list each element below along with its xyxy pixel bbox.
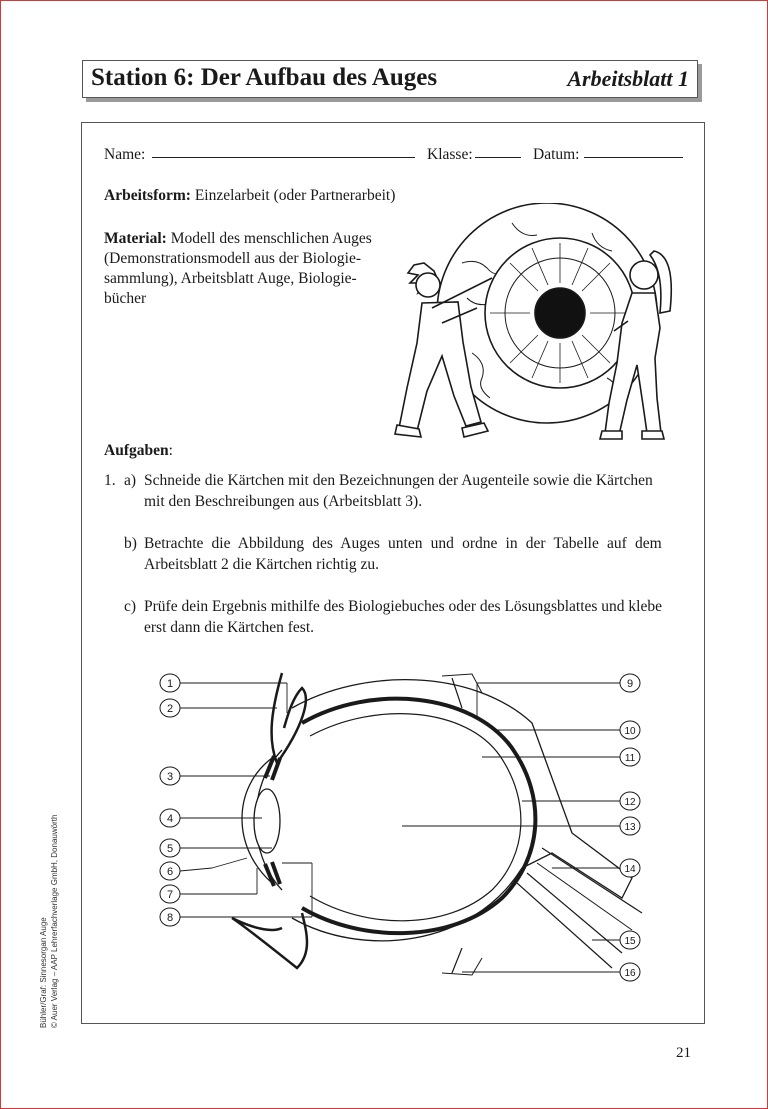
task-a-line-2: mit den Beschreibungen aus (Arbeitsblatt 3). bbox=[144, 493, 423, 510]
svg-text:7: 7 bbox=[166, 889, 174, 901]
task-a-letter: a) bbox=[124, 472, 137, 489]
task-b-letter: b) bbox=[124, 535, 137, 552]
callout-3 bbox=[160, 767, 180, 785]
workform-text: Einzelarbeit (oder Partnerarbeit) bbox=[194, 187, 396, 204]
content-box bbox=[81, 122, 705, 1024]
callout-13 bbox=[620, 817, 640, 835]
task-c-line-2: erst dann die Kärtchen fest. bbox=[144, 619, 315, 636]
task-a-line-1: Schneide die Kärtchen mit den Bezeichnungen der Augenteile sowie die Kärtchen bbox=[144, 472, 653, 489]
callout-left-group bbox=[160, 674, 180, 926]
callout-15 bbox=[620, 931, 640, 949]
task-b-line-2: Arbeitsblatt 2 die Kärtchen richtig zu. bbox=[144, 556, 380, 573]
svg-text:8: 8 bbox=[166, 912, 174, 924]
date-label: Datum: bbox=[533, 146, 580, 163]
svg-text:2: 2 bbox=[166, 703, 174, 715]
name-field[interactable] bbox=[152, 157, 415, 158]
svg-text:14: 14 bbox=[624, 864, 636, 875]
svg-text:15: 15 bbox=[624, 936, 636, 947]
svg-text:11: 11 bbox=[624, 753, 636, 764]
callout-8 bbox=[160, 908, 180, 926]
svg-text:1: 1 bbox=[166, 678, 174, 690]
svg-text:12: 12 bbox=[624, 797, 636, 808]
task-c-letter: c) bbox=[124, 598, 137, 615]
callout-9 bbox=[620, 674, 640, 692]
callout-4 bbox=[160, 809, 180, 827]
tasks-heading: Aufgaben: bbox=[104, 442, 173, 459]
callout-14 bbox=[620, 859, 640, 877]
svg-text:13: 13 bbox=[624, 822, 636, 833]
callout-right-group bbox=[620, 674, 640, 981]
callout-1 bbox=[160, 674, 180, 692]
material-label: Material: bbox=[104, 230, 167, 247]
callout-7 bbox=[160, 885, 180, 903]
sheet-label: Arbeitsblatt 1 bbox=[567, 66, 689, 91]
callout-2 bbox=[160, 699, 180, 717]
material-line-3: sammlung), Arbeitsblatt Auge, Biologie- bbox=[104, 270, 357, 287]
callout-5 bbox=[160, 839, 180, 857]
class-label: Klasse: bbox=[427, 146, 473, 163]
workform-label: Arbeitsform: bbox=[104, 187, 191, 204]
eye-cross-section-diagram bbox=[152, 668, 652, 998]
material-line-4: bücher bbox=[104, 290, 147, 307]
svg-text:10: 10 bbox=[624, 726, 636, 737]
material-line-1: Material: Modell des menschlichen Auges bbox=[104, 230, 372, 247]
callout-10 bbox=[620, 721, 640, 739]
date-field[interactable] bbox=[584, 157, 683, 158]
name-label: Name: bbox=[104, 146, 146, 163]
callout-6 bbox=[160, 862, 180, 880]
eye-model-illustration bbox=[392, 203, 677, 443]
credit-line-1: Bühler/Graf: Sinnesorgan Auge bbox=[39, 917, 48, 1028]
svg-text:16: 16 bbox=[624, 968, 636, 979]
credit-line-2: © Auer Verlag – AAP Lehrerfachverlage GmbH, Donauwörth bbox=[50, 814, 59, 1028]
callout-12 bbox=[620, 792, 640, 810]
task-b-line-1: Betrachte die Abbildung des Auges unten und ordne in der Tabelle auf dem bbox=[144, 535, 662, 552]
callout-11 bbox=[620, 748, 640, 766]
svg-text:3: 3 bbox=[166, 771, 174, 783]
page-title: Station 6: Der Aufbau des Auges bbox=[91, 64, 438, 91]
svg-text:6: 6 bbox=[166, 866, 174, 878]
class-field[interactable] bbox=[475, 157, 521, 158]
header-box bbox=[82, 60, 698, 98]
credit-sidebar bbox=[38, 815, 60, 1028]
material-line-2: (Demonstrationsmodell aus der Biologie- bbox=[104, 250, 361, 267]
task-c-line-1: Prüfe dein Ergebnis mithilfe des Biologiebuches oder des Lösungsblattes und klebe bbox=[144, 598, 663, 615]
workform bbox=[104, 185, 395, 206]
svg-text:4: 4 bbox=[166, 813, 174, 825]
callout-16 bbox=[620, 963, 640, 981]
task-number: 1. bbox=[104, 472, 116, 489]
svg-text:9: 9 bbox=[626, 678, 634, 690]
page-number: 21 bbox=[676, 1045, 691, 1061]
svg-text:5: 5 bbox=[166, 843, 174, 855]
